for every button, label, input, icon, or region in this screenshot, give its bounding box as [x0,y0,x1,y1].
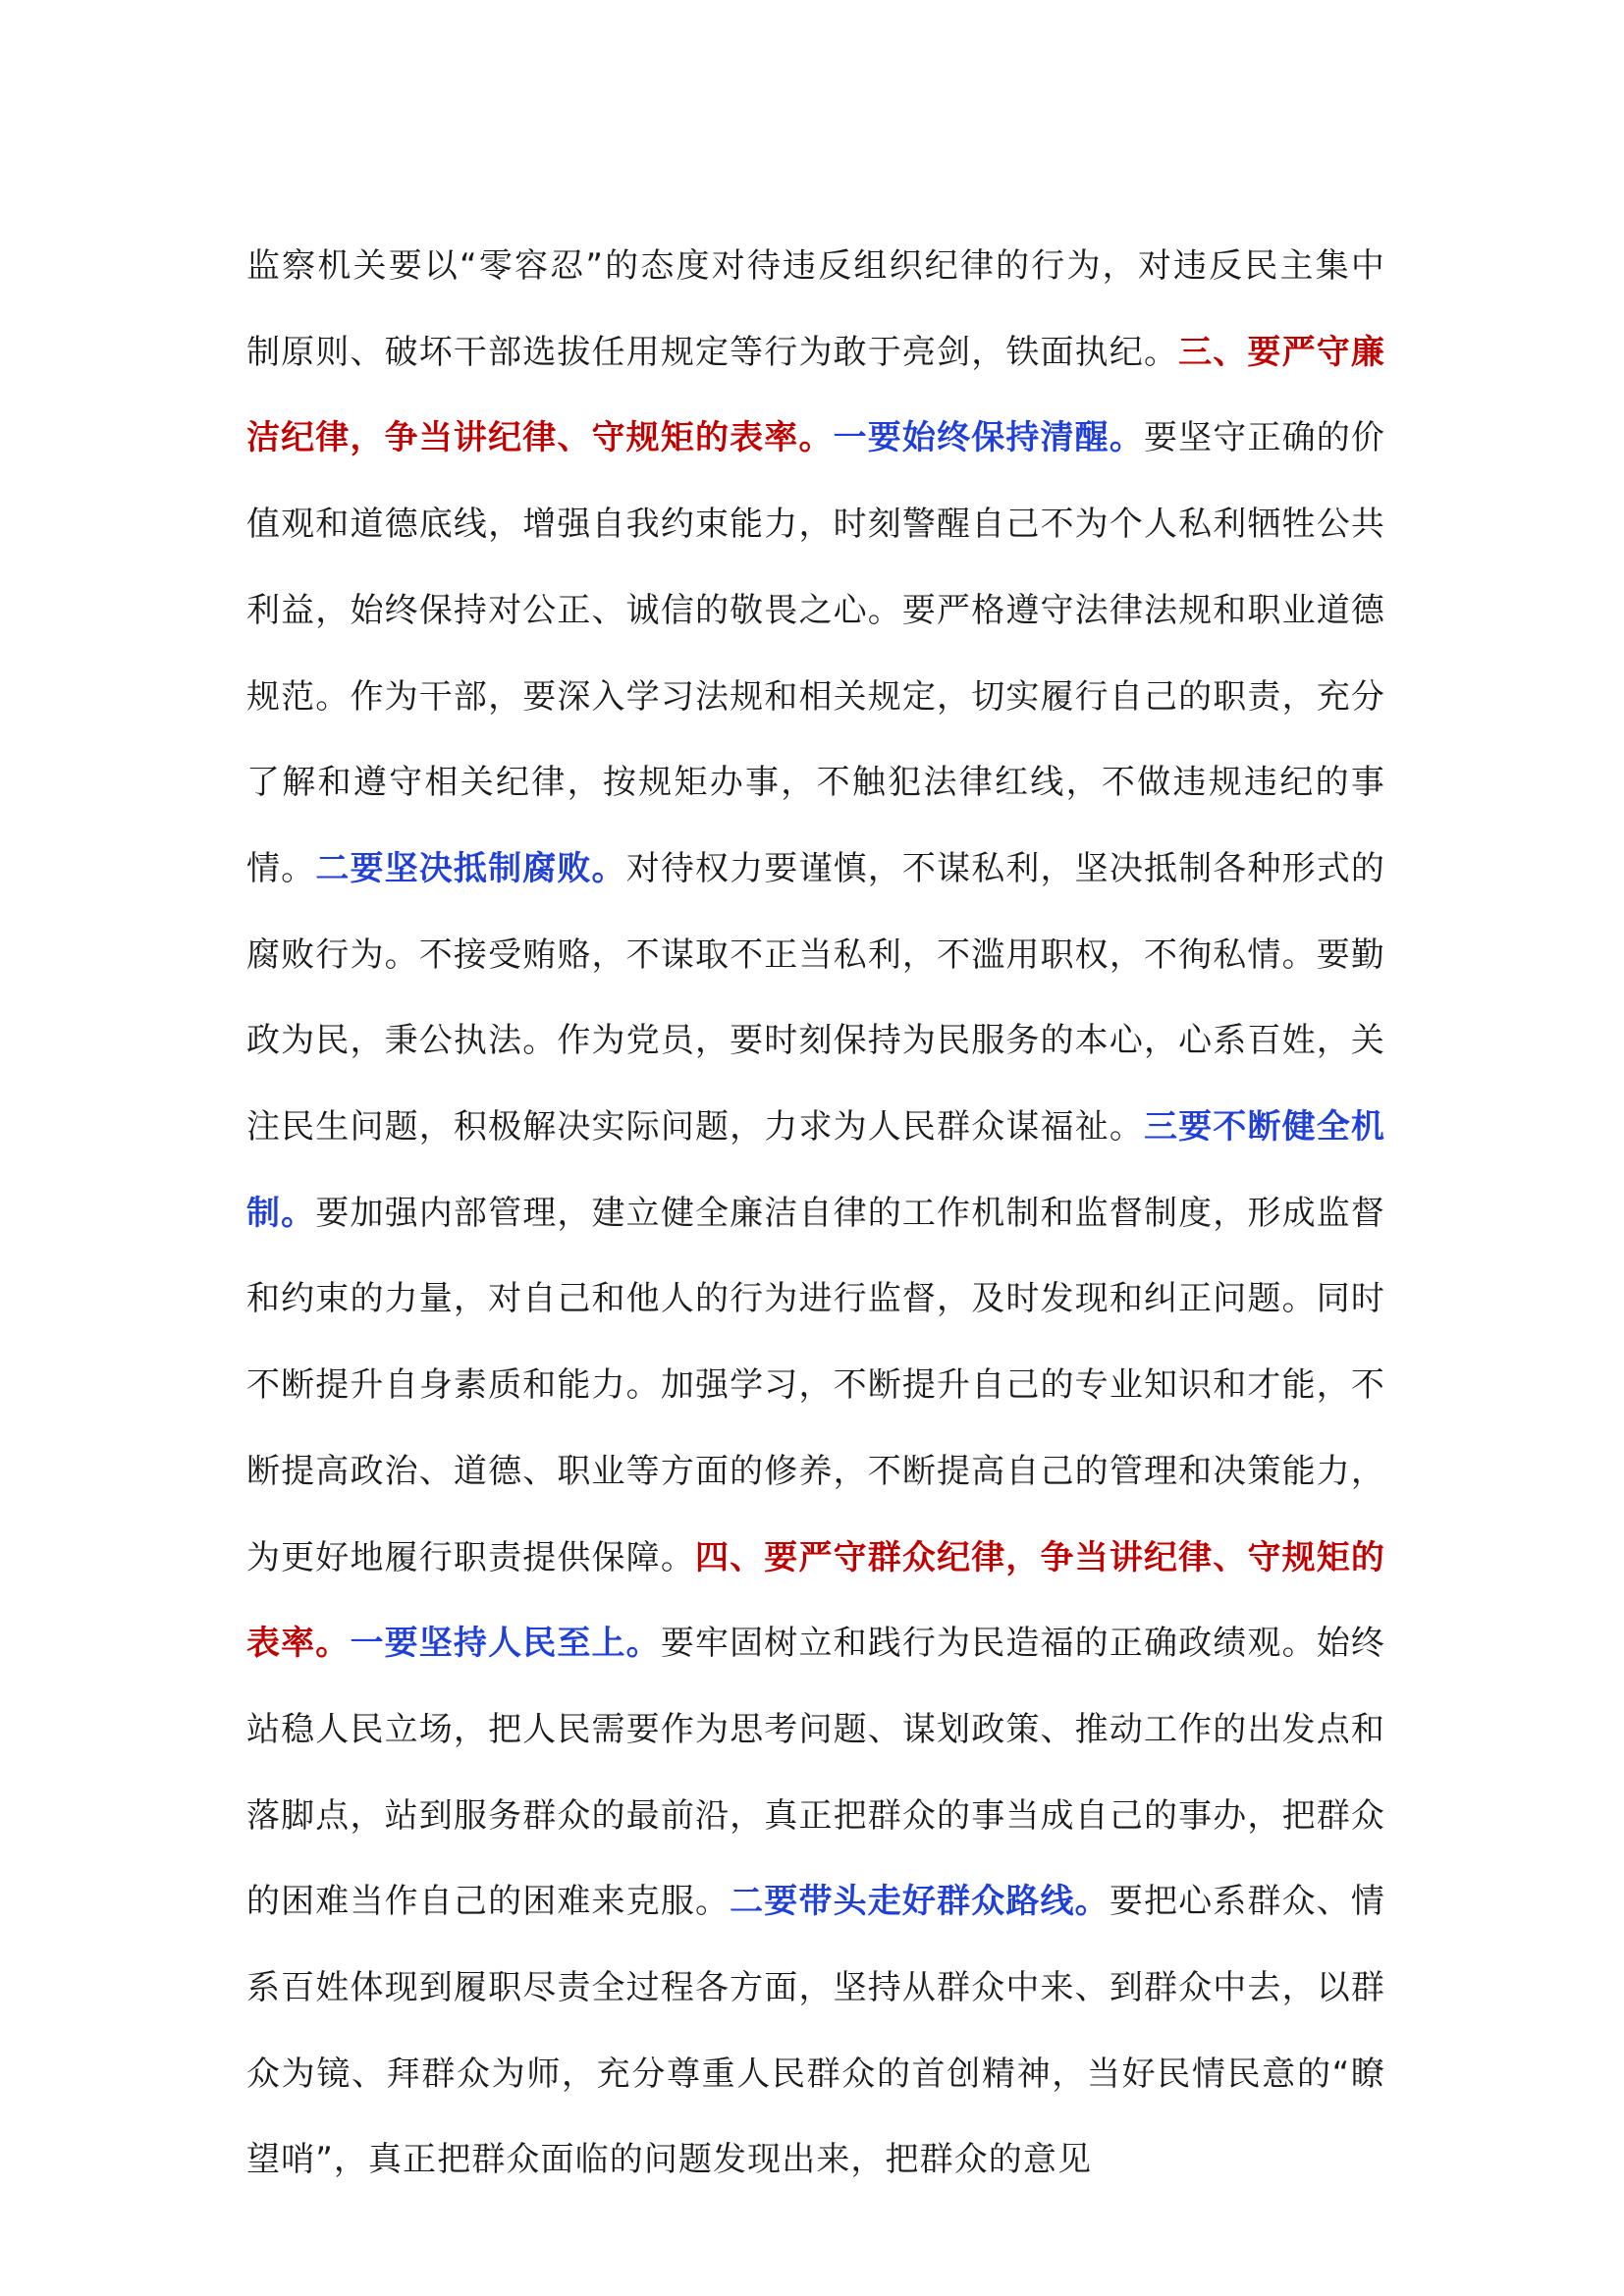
subheading-improve-mechanism: 三要不断健全机制。 [246,1107,1386,1233]
text-segment: 监察机关要以“零容忍”的态度对待违反组织纪律的行为，对违反民主集中制原则、破坏干部选拔任用规定等行为敢于亮剑，铁面执纪。 [246,246,1385,372]
text-segment: 要加强内部管理，建立健全廉洁自律的工作机制和监督制度，形成监督和约束的力量，对自己和他人的行为进行监督，及时发现和纠正问题。同时不断提升自身素质和能力。加强学习，不断提升自己的专业知识和才能，不断提高政治、道德、职业等方面的修养，不断提高自己的管理和决策能力，为更好地履行职责提供保障。 [246,1193,1385,1577]
section-heading-four: 四、要严守群众纪律，争当讲纪律、守规矩的表率。 [246,1537,1386,1664]
text-segment: 要坚守正确的价值观和道德底线，增强自我约束能力，时刻警醒自己不为个人私利牺牲公共利益，始终保持对公正、诚信的敬畏之心。要严格遵守法律法规和职业道德规范。作为干部，要深入学习法规和相关规定，切实履行自己的职责，充分了解和遵守相关纪律，按规矩办事，不触犯法律红线，不做违规违纪的事情。 [246,418,1386,888]
subheading-stay-clear-minded: 一要始终保持清醒。 [833,418,1144,458]
text-segment: 要牢固树立和践行为民造福的正确政绩观。始终站稳人民立场，把人民需要作为思考问题、谋划政策、推动工作的出发点和落脚点，站到服务群众的最前沿，真正把群众的事当成自己的事办，把群众的困难当作自己的困难来克服。 [246,1624,1385,1922]
subheading-resist-corruption: 二要坚决抵制腐败。 [315,848,626,888]
subheading-mass-line: 二要带头走好群众路线。 [730,1882,1110,1922]
subheading-people-first: 一要坚持人民至上。 [350,1624,661,1664]
section-heading-three: 三、要严守廉洁纪律，争当讲纪律、守规矩的表率。 [246,332,1385,458]
text-segment: 对待权力要谨慎，不谋私利，坚决抵制各种形式的腐败行为。不接受贿赂，不谋取不正当私利，不滥用职权，不徇私情。要勤政为民，秉公执法。作为党员，要时刻保持为民服务的本心，心系百姓，关注民生问题，积极解决实际问题，力求为人民群众谋福祉。 [246,848,1385,1148]
body-paragraph [246,224,1385,2204]
text-segment: 要把心系群众、情系百姓体现到履职尽责全过程各方面，坚持从群众中来、到群众中去，以群众为镜、拜群众为师，充分尊重人民群众的首创精神，当好民情民意的“瞭望哨”，真正把群众面临的问题发现出来，把群众的意见 [246,1882,1385,2180]
